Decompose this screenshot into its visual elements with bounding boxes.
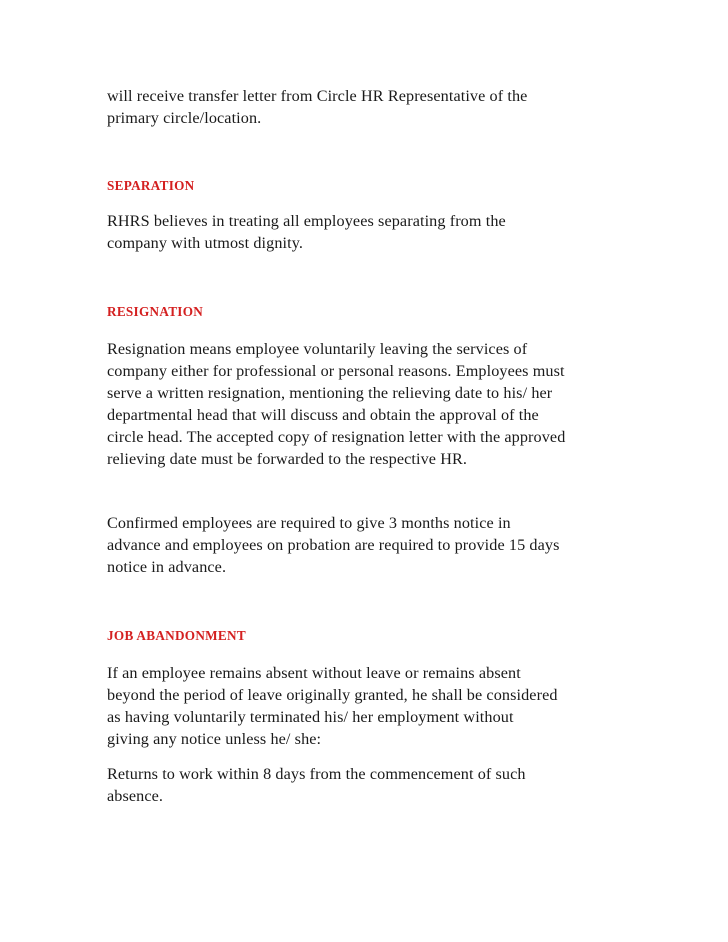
paragraph-line: Resignation means employee voluntarily leaving the services of [107,340,528,358]
paragraph-line: Confirmed employees are required to give 3 months notice in [107,514,511,532]
paragraph-line: company with utmost dignity. [107,234,303,252]
paragraph-line: Returns to work within 8 days from the commencement of such [107,765,526,783]
paragraph-line: advance and employees on probation are required to provide 15 days [107,536,560,554]
notice-paragraph [107,512,637,578]
separation-heading: SEPARATION [107,178,195,193]
paragraph-line: If an employee remains absent without leave or remains absent [107,664,521,682]
intro-paragraph [107,85,637,129]
job-abandonment-paragraph [107,662,637,750]
separation-paragraph [107,210,637,254]
paragraph-line: relieving date must be forwarded to the respective HR. [107,450,468,468]
paragraph-line: notice in advance. [107,558,227,576]
paragraph-line: RHRS believes in treating all employees separating from the [107,212,506,230]
resignation-heading: RESIGNATION [107,304,204,319]
paragraph-line: beyond the period of leave originally granted, he shall be considered [107,686,558,704]
paragraph-line: circle head. The accepted copy of resignation letter with the approved [107,428,566,446]
resignation-paragraph [107,338,637,470]
paragraph-line: departmental head that will discuss and obtain the approval of the [107,406,539,424]
paragraph-line: giving any notice unless he/ she: [107,730,322,748]
paragraph-line: serve a written resignation, mentioning the relieving date to his/ her [107,384,553,402]
paragraph-line: as having voluntarily terminated his/ her employment without [107,708,514,726]
paragraph-line: absence. [107,787,164,805]
returns-paragraph [107,763,637,807]
paragraph-line: primary circle/location. [107,109,262,127]
paragraph-line: company either for professional or personal reasons. Employees must [107,362,565,380]
paragraph-line: will receive transfer letter from Circle HR Representative of the [107,87,528,105]
job-abandonment-heading: JOB ABANDONMENT [107,628,246,643]
